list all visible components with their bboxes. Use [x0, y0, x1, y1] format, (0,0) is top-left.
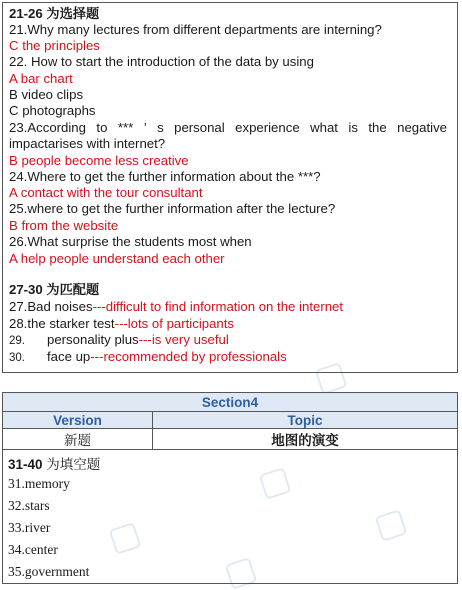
- answer-25: B from the website: [9, 218, 119, 233]
- q23-word: s: [157, 120, 164, 135]
- version-header: Version: [3, 412, 153, 429]
- match-29-item: personality plus: [47, 332, 139, 347]
- match-30-item: face up: [47, 349, 91, 364]
- topic-header: Topic: [153, 412, 457, 429]
- match-28: [9, 316, 234, 332]
- q23-word: ’: [143, 120, 147, 135]
- answer-21: C the principles: [9, 38, 100, 53]
- fill-blank-label: 为填空题: [42, 457, 101, 472]
- option-22b: B video clips: [9, 87, 84, 102]
- q23-word: ***: [117, 120, 134, 135]
- q23-word: negative: [397, 120, 447, 135]
- choice-section-header: 21-26 为选择题: [9, 6, 100, 21]
- fill-item-34: 34.center: [8, 542, 58, 557]
- q23-word: to: [96, 120, 108, 135]
- fill-item-31: 31.memory: [8, 476, 70, 491]
- answer-box: [2, 2, 458, 373]
- question-26: 26.What surprise the students most when: [9, 234, 252, 249]
- q23-word: the: [368, 120, 387, 135]
- question-23-line2: impactarises with internet?: [9, 136, 166, 151]
- q23-word: is: [348, 120, 358, 135]
- fill-item-33: 33.river: [8, 520, 51, 535]
- question-21: 21.Why many lectures from different departments are interning?: [9, 22, 382, 37]
- question-22: 22. How to start the introduction of the data by using: [9, 54, 314, 69]
- match-30-answer: ---recommended by professionals: [90, 349, 287, 364]
- answer-26: A help people understand each other: [9, 251, 225, 266]
- answer-24: A contact with the tour consultant: [9, 185, 203, 200]
- section4-title: Section4: [3, 393, 457, 412]
- question-24: 24.Where to get the further information about the ***?: [9, 169, 321, 184]
- fill-item-32: 32.stars: [8, 498, 50, 513]
- section4-table: [2, 392, 458, 584]
- match-29: [47, 332, 229, 348]
- q23-word: 23.According: [9, 120, 86, 135]
- match-30: [47, 349, 287, 365]
- answer-22: A bar chart: [9, 71, 73, 86]
- match-28-answer: ---lots of participants: [114, 316, 235, 331]
- answer-23: B people become less creative: [9, 153, 189, 168]
- fill-blank-range: 31-40: [8, 457, 43, 472]
- match-27: [9, 299, 343, 315]
- fill-blank-header: [8, 453, 100, 473]
- match-27-answer: ---difficult to find information on the internet: [92, 299, 344, 314]
- q23-word: experience: [235, 120, 300, 135]
- match-30-number: 30.: [9, 352, 25, 364]
- topic-value: 地图的演变: [153, 429, 457, 450]
- match-29-number: 29.: [9, 335, 25, 347]
- option-22c: C photographs: [9, 103, 96, 118]
- match-28-item: 28.the starker test: [9, 316, 115, 331]
- match-27-item: 27.Bad noises: [9, 299, 93, 314]
- question-23-line1: [9, 120, 447, 136]
- question-25: 25.where to get the further information after the lecture?: [9, 201, 336, 216]
- q23-word: personal: [174, 120, 225, 135]
- q23-word: what: [310, 120, 338, 135]
- fill-item-35: 35.government: [8, 564, 90, 579]
- matching-section-header: 27-30 为匹配题: [9, 282, 100, 297]
- version-value: 新题: [3, 429, 153, 450]
- match-29-answer: ---is very useful: [138, 332, 229, 347]
